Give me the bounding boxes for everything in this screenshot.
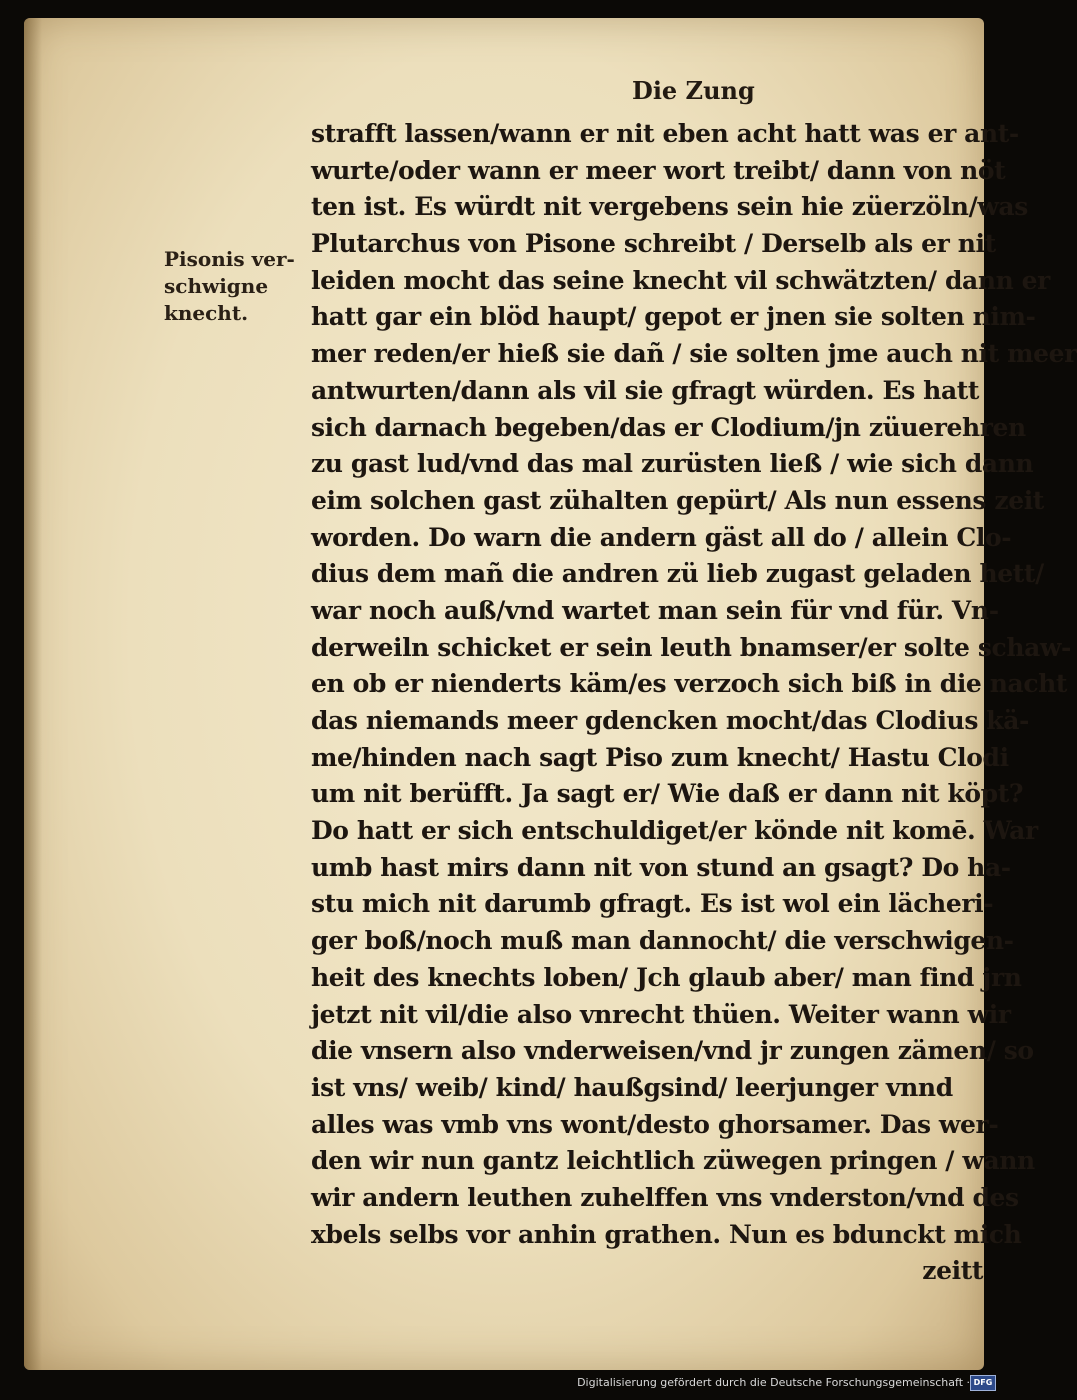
- text-line: ist vns/ weib/ kind/ haußgsind/ leerjunger vnnd: [311, 1072, 953, 1102]
- text-line: den wir nun gantz leichtlich züwegen pringen / wann: [311, 1146, 1035, 1176]
- text-line: Plutarchus von Pisone schreibt / Derselb als er nit: [311, 229, 996, 259]
- text-line: Do hatt er sich entschuldiget/er könde nit komē. War: [311, 816, 1038, 846]
- body-text: [311, 116, 1077, 1290]
- text-line: hatt gar ein blöd haupt/ gepot er jnen sie solten nim-: [311, 302, 1036, 332]
- text-line: um nit berüfft. Ja sagt er/ Wie daß er dann nit köpt?: [311, 779, 1024, 809]
- catchword: zeitt: [922, 1256, 983, 1286]
- text-line: mer reden/er hieß sie dañ / sie solten jme auch nit meer: [311, 339, 1077, 369]
- funding-credit: Digitalisierung gefördert durch die Deutsche Forschungsgemeinschaft ·: [577, 1376, 970, 1389]
- text-line: war noch auß/vnd wartet man sein für vnd für. Vn-: [311, 595, 999, 625]
- marginal-note-line: knecht.: [164, 301, 249, 325]
- text-line: derweiln schicket er sein leuth bnamser/er solte schaw-: [311, 632, 1072, 662]
- text-line: heit des knechts loben/ Jch glaub aber/ man find jrn: [311, 962, 1022, 992]
- text-line: ten ist. Es würdt nit vergebens sein hie züerzöln/was: [311, 192, 1028, 222]
- running-head: Die Zung: [632, 76, 755, 105]
- text-line: xbels selbs vor anhin grathen. Nun es bdunckt mich: [311, 1219, 1022, 1249]
- text-line: umb hast mirs dann nit von stund an gsagt? Do ha-: [311, 852, 1011, 882]
- text-line: en ob er nienderts käm/es verzoch sich biß in die nacht: [311, 669, 1068, 699]
- text-line: leiden mocht das seine knecht vil schwätzten/ dann er: [311, 265, 1050, 295]
- book-page: [24, 18, 1077, 1370]
- text-line: me/hinden nach sagt Piso zum knecht/ Hastu Clodi: [311, 742, 1009, 772]
- marginal-note-line: Pisonis ver-: [164, 247, 295, 271]
- text-line: antwurten/dann als vil sie gfragt würden. Es hatt: [311, 375, 980, 405]
- text-line: wir andern leuthen zuhelffen vns vnderston/vnd des: [311, 1182, 1019, 1212]
- text-line: ger boß/noch muß man dannocht/ die verschwigen-: [311, 926, 1014, 956]
- text-line: worden. Do warn die andern gäst all do / allein Clo-: [311, 522, 1012, 552]
- text-line: eim solchen gast zühalten gepürt/ Als nun essens zeit: [311, 485, 1044, 515]
- dfg-logo-icon: DFG: [970, 1375, 996, 1391]
- text-line: dius dem mañ die andren zü lieb zugast geladen hett/: [311, 559, 1044, 589]
- text-line: die vnsern also vnderweisen/vnd jr zungen zämen/ so: [311, 1036, 1034, 1066]
- digitization-footer: [0, 1370, 1000, 1400]
- text-line: stu mich nit darumb gfragt. Es ist wol ein lächeri-: [311, 889, 994, 919]
- text-line: jetzt nit vil/die also vnrecht thüen. Weiter wann wir: [311, 999, 1011, 1029]
- text-line: zu gast lud/vnd das mal zurüsten ließ / wie sich dann: [311, 449, 1034, 479]
- text-line: sich darnach begeben/das er Clodium/jn züuerehren: [311, 412, 1026, 442]
- marginal-note: [164, 246, 294, 327]
- text-line: strafft lassen/wann er nit eben acht hatt was er ant-: [311, 119, 1019, 148]
- text-line: alles was vmb vns wont/desto ghorsamer. Das wer-: [311, 1109, 999, 1139]
- text-line: das niemands meer gdencken mocht/das Clodius kä-: [311, 706, 1029, 735]
- text-line: wurte/oder wann er meer wort treibt/ dann von nöt: [311, 155, 1006, 185]
- marginal-note-line: schwigne: [164, 274, 269, 298]
